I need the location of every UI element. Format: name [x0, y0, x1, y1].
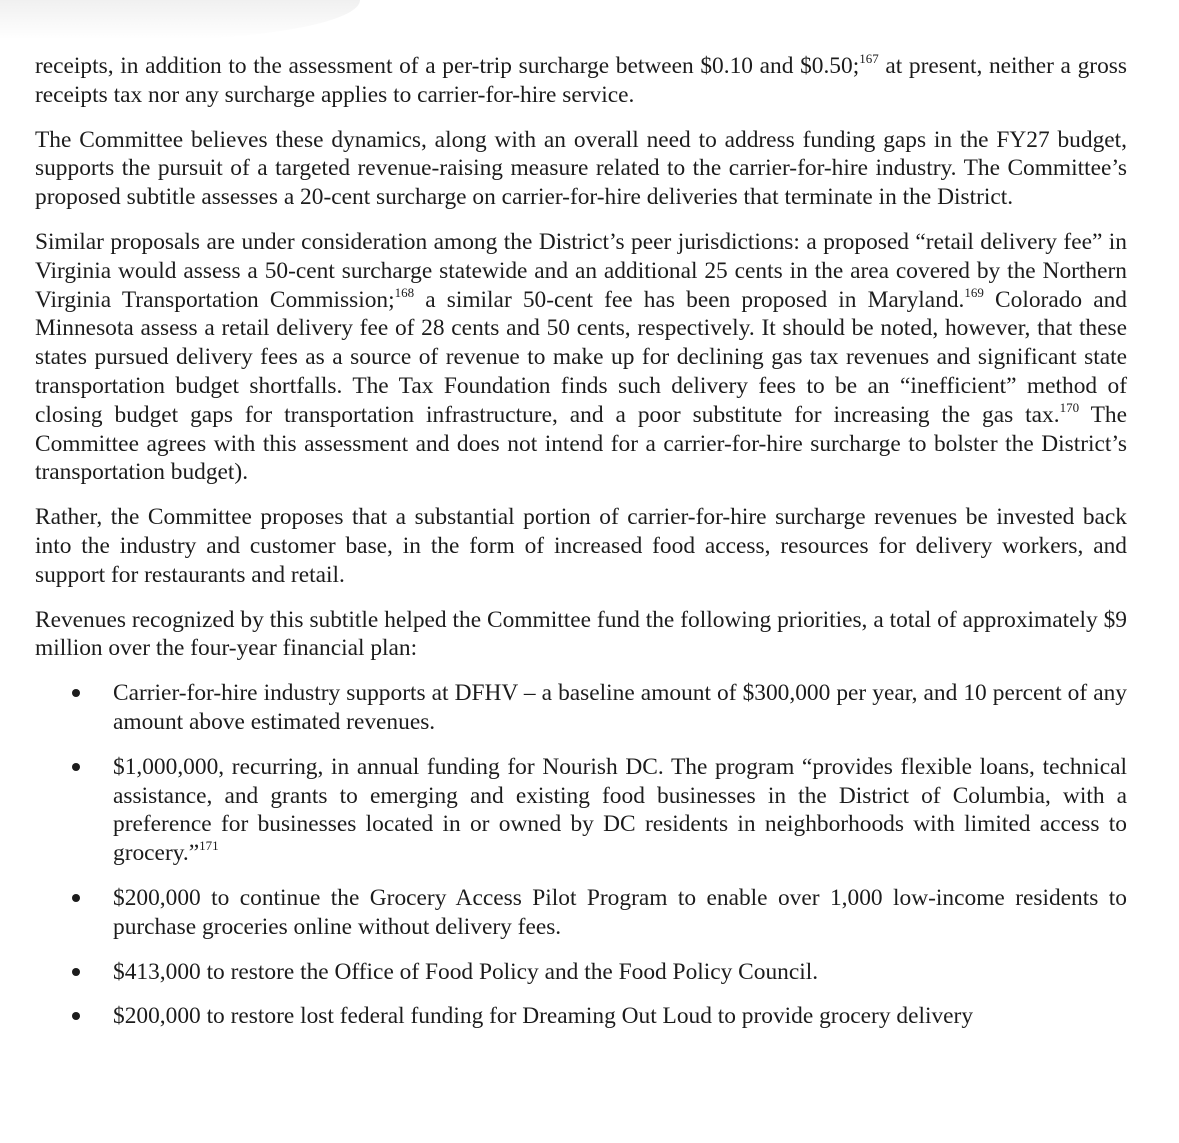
text-run: The Committee agrees with this assessment and does not intend for a carrier-for-hire surcharge to bolster the District’s transportation budget). [35, 401, 1127, 486]
document-page [35, 52, 1127, 1047]
list-item [35, 753, 1127, 868]
text-run: a similar 50-cent fee has been proposed in Maryland. [414, 286, 965, 313]
list-item [35, 884, 1127, 942]
list-item [35, 958, 1127, 987]
bullet-icon [72, 894, 80, 902]
bullet-icon [72, 689, 80, 697]
text-run: Carrier-for-hire industry supports at DFHV – a baseline amount of $300,000 per year, and 10 percent of any amount above estimated revenues. [113, 680, 1127, 735]
body-paragraph [35, 503, 1127, 589]
text-run: Rather, the Committee proposes that a substantial portion of carrier-for-hire surcharge revenues be invested back into the industry and customer base, in the form of increased food access, resources for delivery workers, and support for restaurants and retail. [35, 504, 1127, 588]
priorities-list [35, 679, 1127, 1031]
footnote-marker: 167 [859, 51, 879, 67]
list-item [35, 679, 1127, 737]
body-paragraphs [35, 52, 1127, 663]
bullet-icon [72, 763, 80, 771]
footnote-marker: 171 [199, 838, 219, 854]
footnote-marker: 168 [394, 284, 415, 300]
text-run: $200,000 to restore lost federal funding for Dreaming Out Loud to provide grocery delivery [113, 1003, 974, 1030]
text-run: at present, neither a gross receipts tax nor any surcharge applies to carrier-for-hire service. [35, 53, 1127, 108]
text-run: $200,000 to continue the Grocery Access Pilot Program to enable over 1,000 low-income residents to purchase groceries online without delivery fees. [113, 884, 1127, 940]
page-edge-shadow [0, 0, 360, 40]
body-paragraph [35, 228, 1127, 487]
footnote-marker: 170 [1059, 399, 1080, 415]
body-paragraph [35, 126, 1127, 212]
text-run: receipts, in addition to the assessment of a per-trip surcharge between $0.10 and $0.50; [35, 53, 860, 79]
text-run: Colorado and Minnesota assess a retail delivery fee of 28 cents and 50 cents, respectively. It should be noted, however, that these states pursued delivery fees as a source of revenue to make up for declining gas tax revenues and significant state transportation budget shortfalls. The Tax Foundation finds such delivery fees to be an “inefficient” method of closing budget gaps for transportation infrastructure, and a poor substitute for increasing the gas tax. [35, 286, 1127, 428]
footnote-marker: 169 [964, 284, 984, 300]
body-paragraph [35, 606, 1127, 664]
bullet-icon [72, 1012, 80, 1020]
body-paragraph [35, 52, 1127, 110]
text-run: The Committee believes these dynamics, along with an overall need to address funding gaps in the FY27 budget, supports the pursuit of a targeted revenue-raising measure related to the carrier-for-hire industry. The Committee’s proposed subtitle assesses a 20-cent surcharge on carrier-for-hire deliveries that terminate in the District. [35, 126, 1127, 211]
text-run: Revenues recognized by this subtitle helped the Committee fund the following priorities, a total of approximately $9 million over the four-year financial plan: [35, 606, 1127, 662]
text-run: Similar proposals are under consideration among the District’s peer jurisdictions: a proposed “retail delivery fee” in Virginia would assess a 50-cent surcharge statewide and an additional 25 cents in the area covered by the Northern Virginia Transportation Commission; [35, 228, 1127, 313]
list-item [35, 1002, 1127, 1031]
bullet-icon [72, 968, 80, 976]
text-run: $413,000 to restore the Office of Food Policy and the Food Policy Council. [113, 958, 819, 985]
text-run: $1,000,000, recurring, in annual funding for Nourish DC. The program “provides flexible loans, technical assistance, and grants to emerging and existing food businesses in the District of Columbia, with a preference for businesses located in or owned by DC residents in neighborhoods with limited access to grocery.” [113, 753, 1127, 867]
